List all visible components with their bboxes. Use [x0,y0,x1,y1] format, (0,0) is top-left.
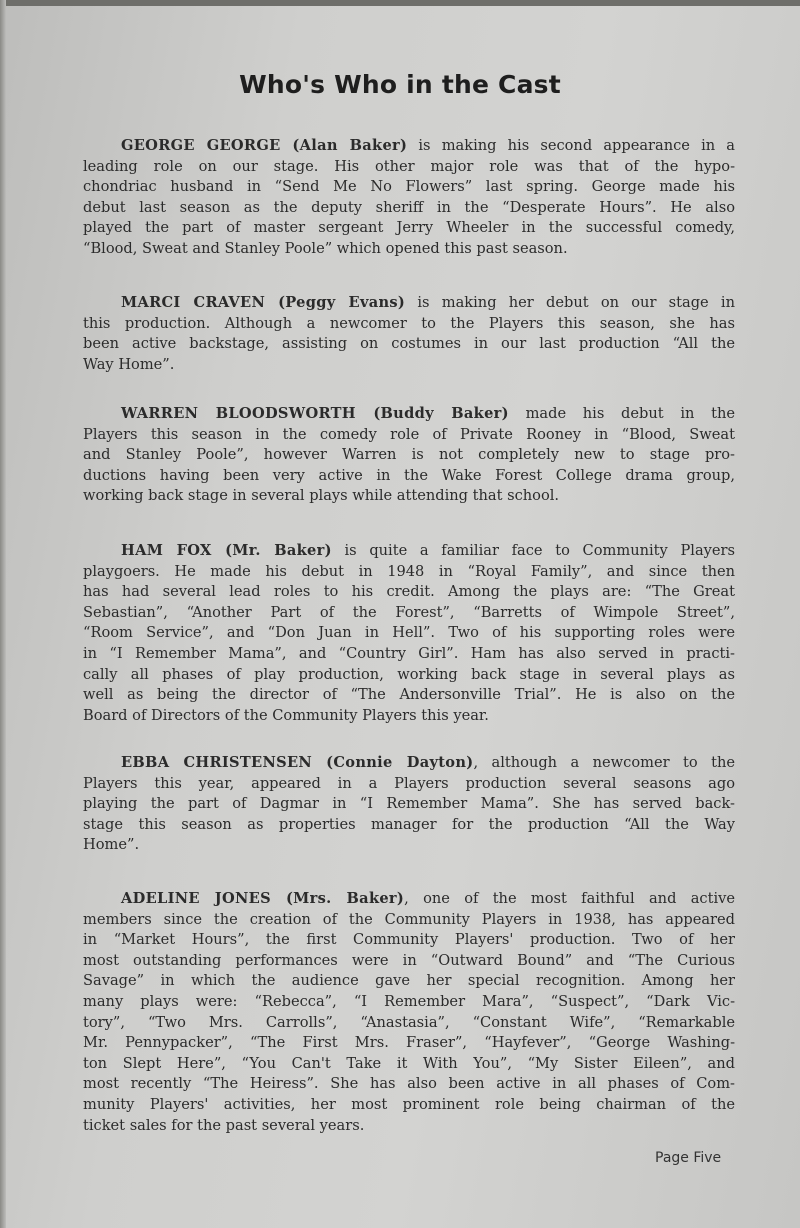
cast-member-name: ADELINE JONES (Mrs. Baker) [121,890,405,907]
text-line [83,889,735,910]
entry-text: is quite a familiar face to Community Players [331,542,735,559]
text-line [83,753,735,774]
text-line: this production. Although a newcomer to the Players this season, she has [83,314,735,332]
text-line: many plays were: “Rebecca”, “I Remember Mara”, “Suspect”, “Dark Vic- [83,992,735,1010]
text-line: chondriac husband in “Send Me No Flowers” last spring. George made his [83,178,735,196]
text-line: well as being the director of “The Andersonville Trial”. He is also on the [83,686,735,704]
text-line: debut last season as the deputy sheriff in the “Desperate Hours”. He also [83,198,735,216]
text-line: has had several lead roles to his credit. Among the plays are: “The Great [83,583,735,601]
text-line: most recently “The Heiress”. She has also been active in all phases of Com- [83,1075,735,1093]
text-line: played the part of master sergeant Jerry Wheeler in the successful comedy, [83,219,735,237]
entry-text: is making his second appearance in a [407,137,735,154]
text-line: stage this season as properties manager for the production “All the Way [83,815,735,833]
text-line: “Room Service”, and “Don Juan in Hell”. Two of his supporting roles were [83,624,735,642]
page-left-edge [0,0,6,1228]
text-line: Players this year, appeared in a Players production several seasons ago [83,774,735,792]
cast-member-name: HAM FOX (Mr. Baker) [121,542,332,559]
text-line: tory”, “Two Mrs. Carrolls”, “Anastasia”, “Constant Wife”, “Remarkable [83,1013,735,1031]
text-line [83,136,735,157]
text-line: Mr. Pennypacker”, “The First Mrs. Fraser”, “Hayfever”, “George Washing- [83,1034,735,1052]
entry-text: , one of the most faithful and active [404,890,736,907]
page-top-edge [0,0,800,6]
text-line: Sebastian”, “Another Part of the Forest”, “Barretts of Wimpole Street”, [83,603,735,621]
cast-entry [83,404,735,507]
text-line [83,404,735,425]
text-line: in “I Remember Mama”, and “Country Girl”. Ham has also served in practi- [83,644,735,662]
text-line: ticket sales for the past several years. [83,1116,365,1134]
cast-entry [83,293,735,375]
cast-entry [83,541,735,726]
text-line: playgoers. He made his debut in 1948 in “Royal Family”, and since then [83,562,735,580]
page-number: Page Five [655,1150,722,1166]
text-line: been active backstage, assisting on costumes in our last production “All the [83,335,735,353]
text-line: ton Slept Here”, “You Can't Take it With You”, “My Sister Eileen”, and [83,1054,735,1072]
text-line: members since the creation of the Community Players in 1938, has appeared [83,910,735,928]
cast-entry [83,136,735,260]
text-line: munity Players' activities, her most prominent role being chairman of the [83,1095,735,1113]
text-line: cally all phases of play production, working back stage in several plays as [83,665,735,683]
cast-member-name: EBBA CHRISTENSEN (Connie Dayton) [121,754,474,771]
text-line: Board of Directors of the Community Players this year. [83,706,489,724]
entry-text: made his debut in the [508,405,735,422]
text-line: “Blood, Sweat and Stanley Poole” which opened this past season. [83,239,568,257]
text-line: Home”. [83,836,140,854]
text-line: in “Market Hours”, the first Community Players' production. Two of her [83,931,735,949]
text-line: Way Home”. [83,355,175,373]
cast-entry [83,753,735,856]
text-line: and Stanley Poole”, however Warren is not completely new to stage pro- [83,446,735,464]
text-line: Players this season in the comedy role of Private Rooney in “Blood, Sweat [83,425,735,443]
text-line: playing the part of Dagmar in “I Remember Mama”. She has served back- [83,795,735,813]
text-line: working back stage in several plays while attending that school. [83,487,560,505]
entry-text: is making her debut on our stage in [405,294,735,311]
page-title: Who's Who in the Cast [239,70,561,99]
text-line: most outstanding performances were in “Outward Bound” and “The Curious [83,951,735,969]
cast-member-name: MARCI CRAVEN (Peggy Evans) [121,294,406,311]
text-line [83,541,735,562]
cast-member-name: GEORGE GEORGE (Alan Baker) [121,137,408,154]
text-line [83,293,735,314]
cast-entry [83,889,735,1136]
cast-member-name: WARREN BLOODSWORTH (Buddy Baker) [121,405,509,422]
text-line: Savage” in which the audience gave her special recognition. Among her [83,972,735,990]
text-line: leading role on our stage. His other major role was that of the hypo- [83,157,735,175]
entry-text: , although a newcomer to the [473,754,735,771]
text-line: ductions having been very active in the Wake Forest College drama group, [83,466,735,484]
